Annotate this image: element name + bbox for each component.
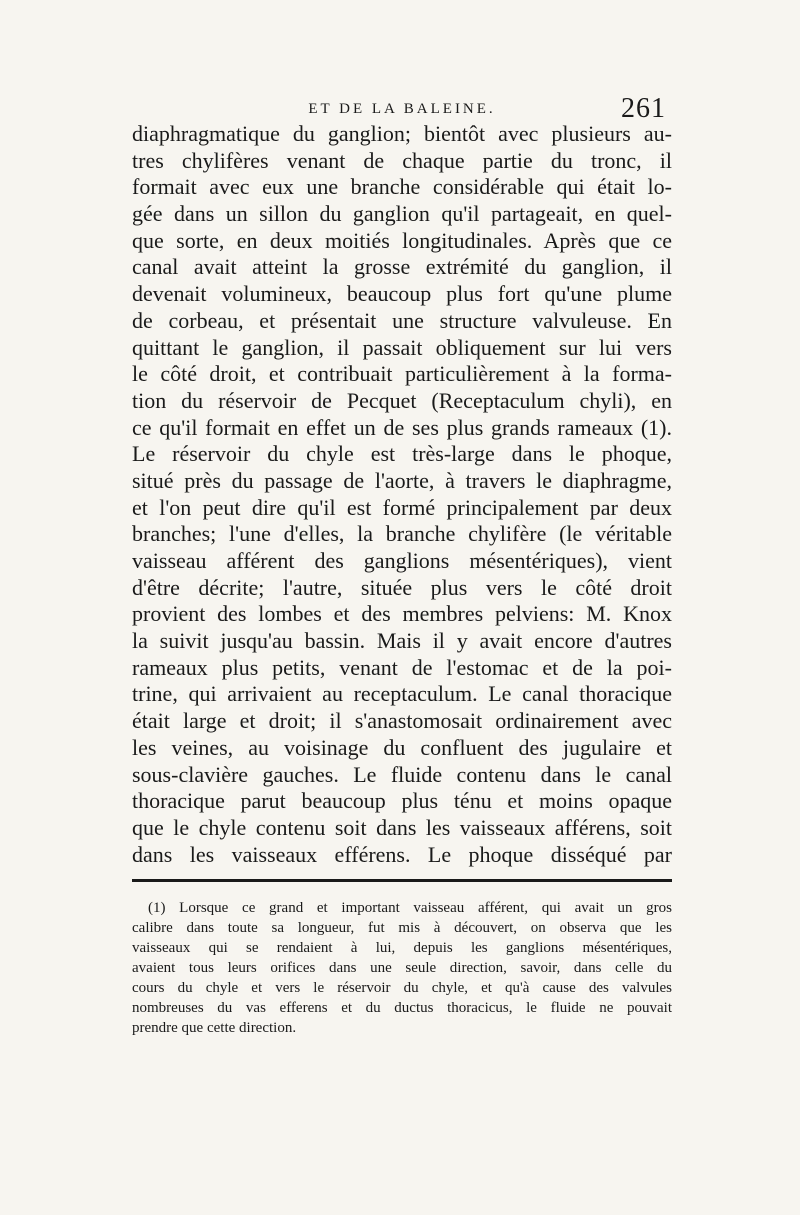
footnote-line: prendre que cette direction. [132, 1020, 297, 1036]
text-line: trine, qui arrivaient au receptaculum. Le canal thoracique [132, 681, 672, 707]
text-line: que le chyle contenu soit dans les vaisseaux afférens, soit [132, 814, 672, 840]
text-line: dans les vaisseaux efférens. Le phoque disséqué par [132, 841, 672, 867]
text-line: Le réservoir du chyle est très-large dans le phoque, [132, 441, 672, 467]
text-line: devenait volumineux, beaucoup plus fort qu'une plume [132, 281, 672, 307]
text-line: situé près du passage de l'aorte, à travers le diaphragme, [132, 467, 672, 493]
footnote-line: cours du chyle et vers le réservoir du chyle, et qu'à cause des valvules [132, 980, 672, 996]
running-title: ET DE LA BALEINE. [308, 101, 496, 117]
text-line: ce qu'il formait en effet un de ses plus grands rameaux (1). [132, 414, 672, 440]
text-line: sous-clavière gauches. Le fluide contenu dans le canal [132, 761, 672, 787]
text-line: rameaux plus petits, venant de l'estomac et de la poi- [132, 654, 672, 680]
text-line: diaphragmatique du ganglion; bientôt avec plusieurs au- [132, 121, 672, 146]
text-line: tres chylifères venant de chaque partie du tronc, il [132, 147, 672, 173]
text-line: formait avec eux une branche considérable qui était lo- [132, 174, 672, 200]
text-line: vaisseau afférent des ganglions mésentériques), vient [132, 548, 672, 573]
footnote-line: vaisseaux qui se rendaient à lui, depuis les ganglions mésentériques, [132, 940, 672, 956]
footnote-divider [132, 879, 672, 882]
text-line: provient des lombes et des membres pelviens: M. Knox [132, 601, 672, 627]
text-line: d'être décrite; l'autre, située plus vers le côté droit [132, 574, 672, 600]
text-line: le côté droit, et contribuait particulièrement à la forma- [132, 361, 672, 387]
text-line: gée dans un sillon du ganglion qu'il partageait, en quel- [132, 201, 672, 227]
footnote-line: calibre dans toute sa longueur, fut mis à découvert, on observa que les [132, 920, 672, 936]
main-text [132, 121, 672, 868]
text-line: était large et droit; il s'anastomosait ordinairement avec [132, 708, 672, 734]
text-line: branches; l'une d'elles, la branche chylifère (le véritable [132, 521, 672, 547]
text-line: la suivit jusqu'au bassin. Mais il y avait encore d'autres [132, 628, 672, 654]
footnote-line: nombreuses du vas efferens et du ductus thoracicus, le fluide ne pouvait [132, 1000, 672, 1016]
text-line: thoracique parut beaucoup plus ténu et moins opaque [132, 788, 672, 814]
footnote-line: avaient tous leurs orifices dans une seule direction, savoir, dans celle du [132, 960, 672, 976]
text-line: et l'on peut dire qu'il est formé principalement par deux [132, 494, 672, 520]
text-line: tion du réservoir de Pecquet (Receptaculum chyli), en [132, 387, 672, 413]
page-number: 261 [621, 93, 666, 124]
text-line: quittant le ganglion, il passait obliquement sur lui vers [132, 334, 672, 360]
footnote [132, 898, 672, 1038]
text-line: que sorte, en deux moitiés longitudinales. Après que ce [132, 227, 672, 253]
text-line: canal avait atteint la grosse extrémité du ganglion, il [132, 254, 672, 280]
footnote-line: (1) Lorsque ce grand et important vaisseau afférent, qui avait un gros [148, 900, 672, 916]
text-line: de corbeau, et présentait une structure valvuleuse. En [132, 307, 672, 333]
text-line: les veines, au voisinage du confluent des jugulaire et [132, 734, 672, 760]
